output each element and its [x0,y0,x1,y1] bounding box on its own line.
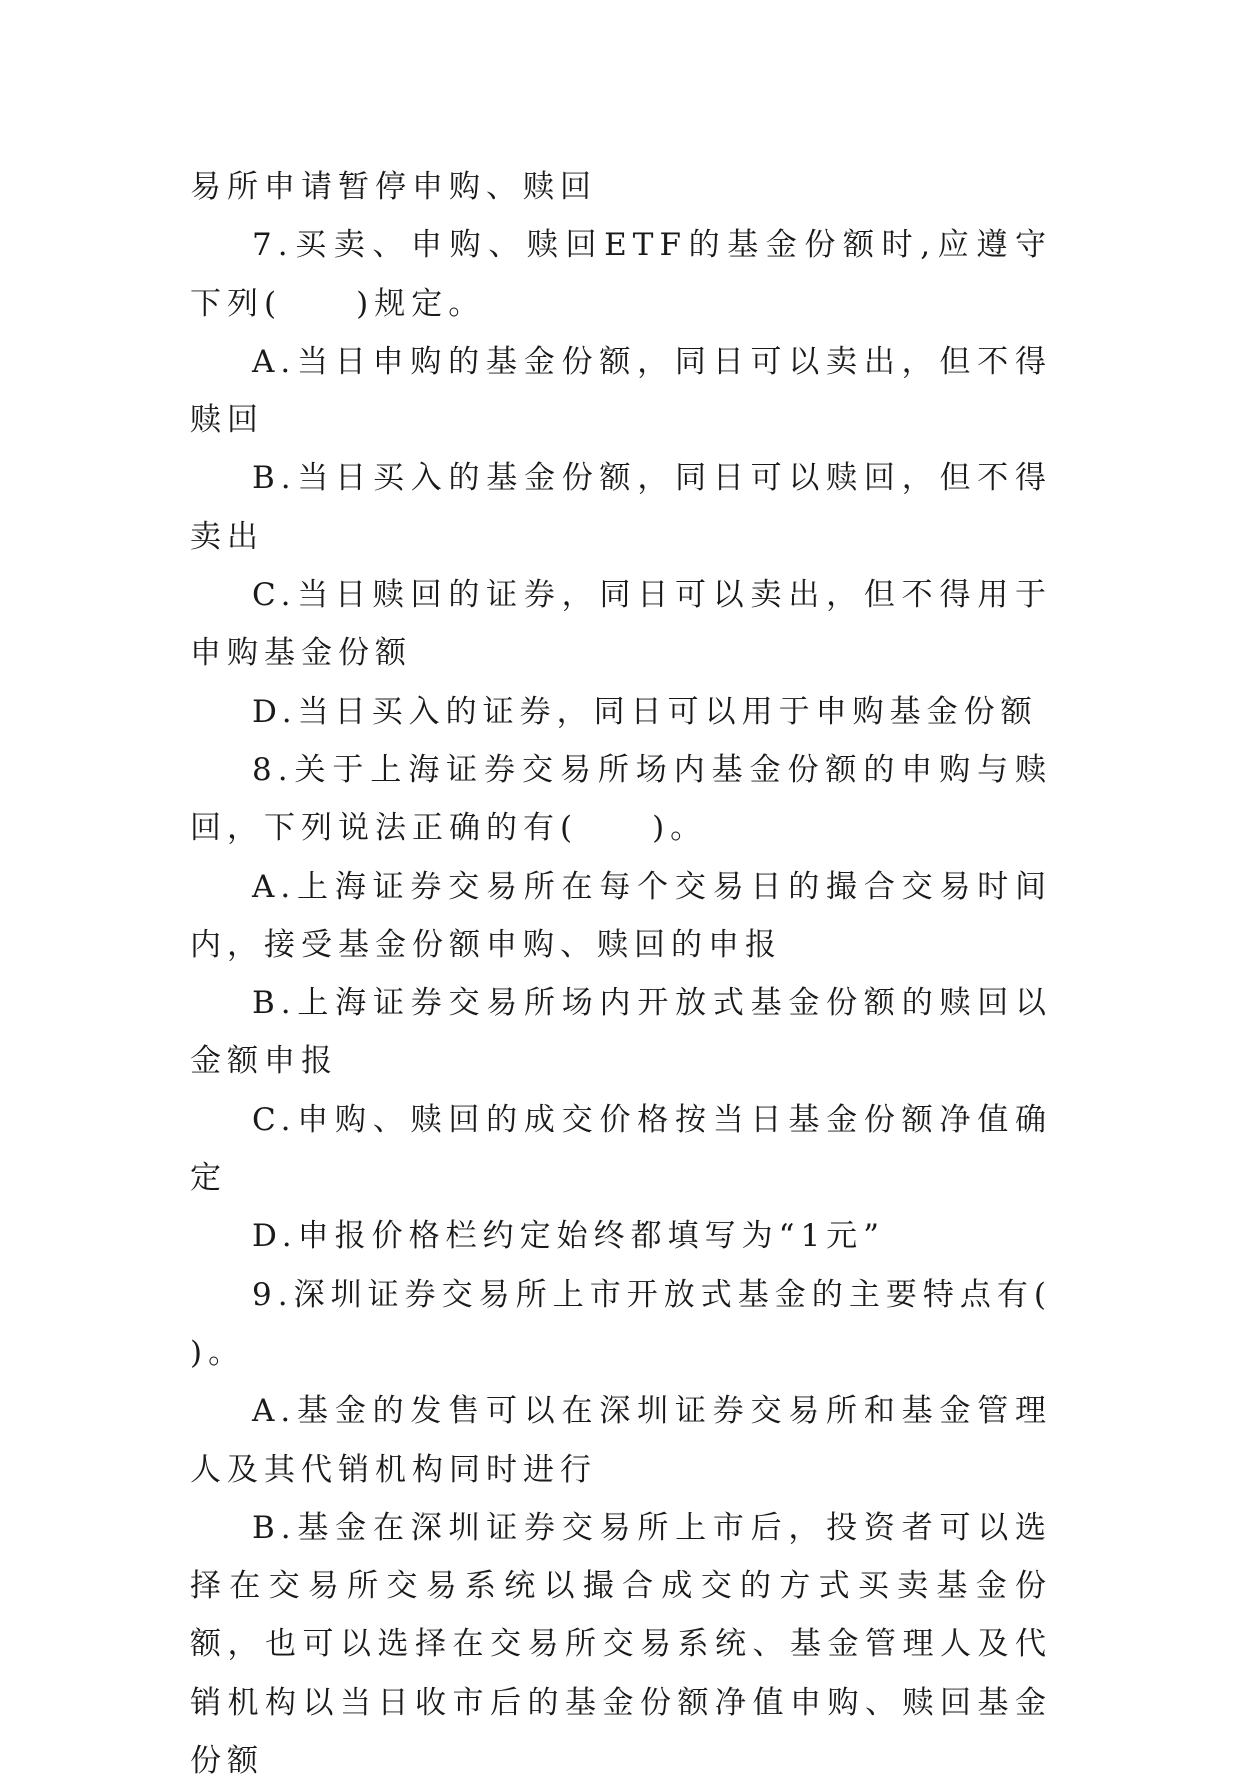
question-9-option-a: A.基金的发售可以在深圳证券交易所和基金管理人及其代销机构同时进行 [190,1393,1052,1488]
question-8-option-c: C.申购、赎回的成交价格按当日基金份额净值确定 [190,1101,1052,1197]
question-7-option-d: D.当日买入的证券，同日可以用于申购基金份额 [252,693,1038,730]
question-8: 8.关于上海证券交易所场内基金份额的申购与赎回，下列说法正确的有( )。 [190,751,1052,847]
question-7: 7.买卖、申购、赎回ETF的基金份额时,应遵守下列( )规定。 [190,227,1052,322]
question-7-option-b: B.当日买入的基金份额，同日可以赎回，但不得卖出 [190,460,1052,555]
paragraph-continuation: 易所申请暂停申购、赎回 [190,169,597,205]
question-9: 9.深圳证券交易所上市开放式基金的主要特点有( )。 [190,1276,1126,1371]
question-8-option-b: B.上海证券交易所场内开放式基金份额的赎回以金额申报 [190,985,1052,1080]
document-body [190,158,1126,1790]
question-8-option-a: A.上海证券交易所在每个交易日的撮合交易时间内，接受基金份额申购、赎回的申报 [190,868,1052,963]
question-8-option-d: D.申报价格栏约定始终都填写为“1元” [252,1218,886,1255]
question-9-option-b: B.基金在深圳证券交易所上市后，投资者可以选择在交易所交易系统以撮合成交的方式买卖基金份额，也可以选择在交易所交易系统、基金管理人及代销机构以当日收市后的基金份额净值申购、赎回基金份额 [190,1509,1052,1780]
question-7-option-a: A.当日申购的基金份额，同日可以卖出，但不得赎回 [190,343,1052,439]
question-7-option-c: C.当日赎回的证券，同日可以卖出，但不得用于申购基金份额 [190,577,1052,672]
